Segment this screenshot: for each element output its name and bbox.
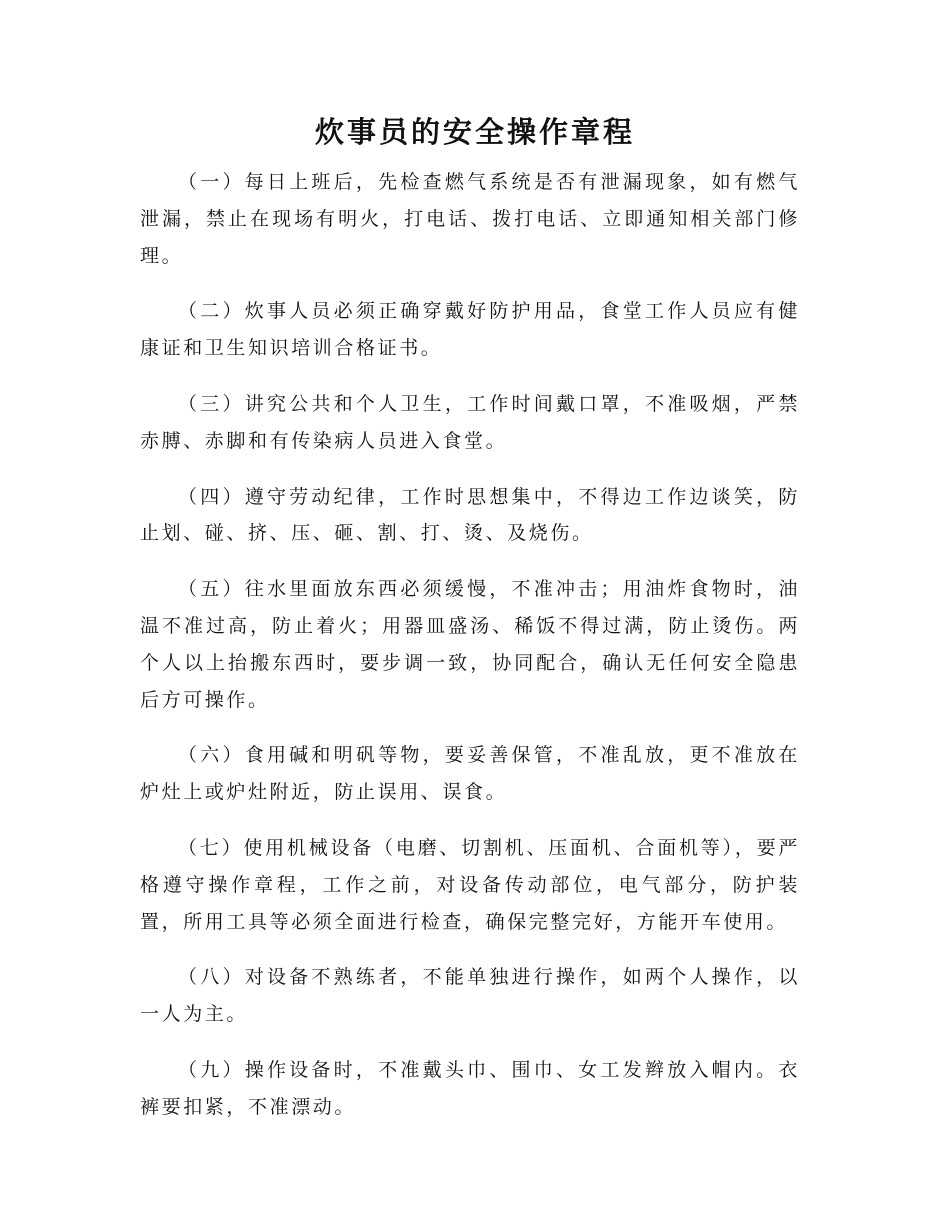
paragraph-5: （五）往水里面放东西必须缓慢，不准冲击；用油炸食物时，油温不准过高，防止着火；用器皿盛汤、稀饭不得过满，防止烫伤。两个人以上抬搬东西时，要步调一致，协同配合，确认无任何安全隐患后方可操作。 (140, 578, 800, 711)
paragraph-9: （九）操作设备时，不准戴头巾、围巾、女工发辫放入帽内。衣裤要扣紧，不准漂动。 (140, 1058, 800, 1118)
paragraph-4: （四）遵守劳动纪律，工作时思想集中，不得边工作边谈笑，防止划、碰、挤、压、砸、割、打、烫、及烧伤。 (140, 485, 800, 545)
paragraph-3: （三）讲究公共和个人卫生，工作时间戴口罩，不准吸烟，严禁赤膊、赤脚和有传染病人员进入食堂。 (140, 392, 800, 452)
paragraph-6: （六）食用碱和明矾等物，要妥善保管，不准乱放，更不准放在炉灶上或炉灶附近，防止误用、误食。 (140, 744, 800, 804)
paragraph-1: （一）每日上班后，先检查燃气系统是否有泄漏现象，如有燃气泄漏，禁止在现场有明火，打电话、拨打电话、立即通知相关部门修理。 (140, 171, 800, 267)
paragraph-7: （七）使用机械设备（电磨、切割机、压面机、合面机等），要严格遵守操作章程，工作之前，对设备传动部位，电气部分，防护装置，所用工具等必须全面进行检查，确保完整完好，方能开车使用。 (140, 836, 800, 933)
paragraph-2: （二）炊事人员必须正确穿戴好防护用品，食堂工作人员应有健康证和卫生知识培训合格证书。 (140, 300, 800, 360)
document-title: 炊事员的安全操作章程 (314, 115, 635, 149)
document-body (140, 164, 800, 1145)
paragraph-8: （八）对设备不熟练者，不能单独进行操作，如两个人操作，以一人为主。 (140, 966, 800, 1026)
